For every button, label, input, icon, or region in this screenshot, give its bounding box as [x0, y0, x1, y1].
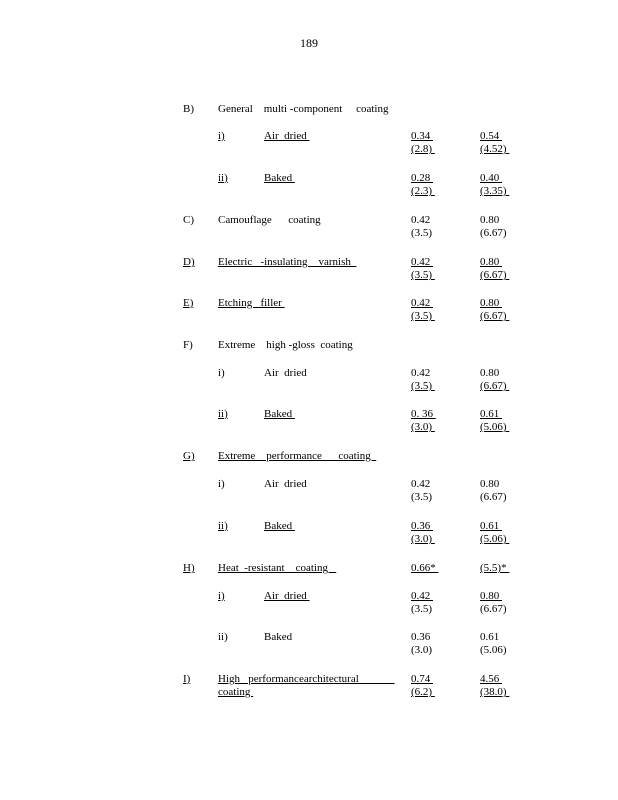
value-col-1-line-2: (3.5)	[411, 380, 435, 392]
table-row	[0, 103, 618, 133]
value-col-1	[411, 520, 435, 546]
item-label-line-1: High performancearchitectural	[218, 673, 395, 685]
value-col-1-line-1: 0.36	[411, 520, 433, 532]
value-col-1	[411, 256, 435, 282]
value-col-1	[411, 297, 435, 323]
value-col-1	[411, 590, 433, 616]
sub-item-number: i)	[218, 590, 225, 602]
table-row	[0, 339, 618, 369]
value-col-2-line-2: (4.52)	[480, 143, 510, 155]
value-col-2-line-2: (38.0)	[480, 686, 510, 698]
item-label-line-2: coating	[218, 686, 254, 698]
value-col-2-line-1: 0.61	[480, 408, 502, 420]
value-col-1-line-2: (3.5)	[411, 227, 433, 239]
value-col-2	[480, 408, 509, 434]
sub-item-label: Air dried	[264, 478, 307, 490]
sub-item-number: ii)	[218, 520, 228, 532]
value-col-1-line-1: 0.42	[411, 590, 433, 602]
value-col-1	[411, 478, 432, 504]
item-label: Extreme performance coating	[218, 450, 377, 462]
item-label: Extreme high -gloss coating	[218, 339, 353, 351]
item-letter: H)	[183, 562, 195, 574]
table-row	[0, 130, 618, 160]
value-col-2-line-2: (6.67)	[480, 491, 507, 503]
table-row	[0, 478, 618, 508]
value-col-2	[480, 256, 509, 282]
item-letter: D)	[183, 256, 195, 268]
table-row	[0, 590, 618, 620]
item-label: General multi -component coating	[218, 103, 389, 115]
table-row	[0, 631, 618, 661]
value-col-1-line-2: (2.3)	[411, 185, 435, 197]
value-col-2-line-2: (5.06)	[480, 421, 510, 433]
sub-item-number: ii)	[218, 172, 228, 184]
value-col-1-line-1: 0.34	[411, 130, 433, 142]
value-col-1-line-2: (6.2)	[411, 686, 435, 698]
item-letter: F)	[183, 339, 193, 351]
value-col-2-line-1: 0.40	[480, 172, 502, 184]
value-col-1	[411, 673, 435, 699]
value-col-1: 0.66*	[411, 562, 439, 574]
value-col-2	[480, 520, 509, 546]
table-row	[0, 450, 618, 480]
item-letter: C)	[183, 214, 194, 226]
item-label: Heat -resistant coating	[218, 562, 337, 574]
value-col-2-line-2: (6.67)	[480, 380, 510, 392]
value-col-2: (5.5)*	[480, 562, 510, 574]
table-row	[0, 256, 618, 286]
sub-item-label: Air dried	[264, 130, 310, 142]
value-col-1-line-1: 0.28	[411, 172, 433, 184]
value-col-1-line-1: 0.42	[411, 297, 433, 309]
value-col-1	[411, 172, 435, 198]
item-label	[218, 673, 395, 699]
value-col-2	[480, 297, 509, 323]
sub-item-number: i)	[218, 367, 225, 379]
sub-item-label: Baked	[264, 172, 295, 184]
item-label: Camouflage coating	[218, 214, 321, 226]
value-col-2-line-2: (6.67)	[480, 227, 507, 239]
value-col-1-line-2: (2.8)	[411, 143, 435, 155]
value-col-2	[480, 478, 507, 504]
value-col-1-line-2: (3.5)	[411, 269, 435, 281]
item-label: Electric -insulating varnish	[218, 256, 357, 268]
sub-item-label: Air dried	[264, 590, 310, 602]
value-col-1-line-1: 0.36	[411, 631, 431, 643]
value-col-2	[480, 673, 509, 699]
value-col-1-line-1: 0.42	[411, 367, 431, 379]
value-col-1-line-1: 0.74	[411, 673, 433, 685]
sub-item-label: Baked	[264, 408, 295, 420]
value-col-2	[480, 367, 509, 393]
value-col-1-line-2: (3.5)	[411, 491, 433, 503]
value-col-2-line-2: (6.67)	[480, 310, 510, 322]
value-col-1-line-1: 0.42	[411, 214, 431, 226]
value-col-1-line-2: (3.0)	[411, 421, 435, 433]
value-col-2	[480, 214, 507, 240]
value-col-2-line-2: (5.06)	[480, 644, 507, 656]
value-col-2-line-1: 0.80	[480, 297, 502, 309]
value-col-2-line-1: 0.80	[480, 590, 502, 602]
sub-item-number: ii)	[218, 408, 228, 420]
table-row	[0, 562, 618, 592]
value-col-1	[411, 130, 435, 156]
value-col-2-line-2: (6.67)	[480, 603, 507, 615]
value-col-2	[480, 631, 507, 657]
value-col-1	[411, 214, 432, 240]
sub-item-number: i)	[218, 130, 225, 142]
value-col-1-line-2: (3.0)	[411, 644, 433, 656]
value-col-2	[480, 172, 509, 198]
value-col-2-line-1: 0.61	[480, 631, 500, 643]
value-col-1-line-1: 0.42	[411, 256, 433, 268]
item-letter: G)	[183, 450, 195, 462]
sub-item-label: Air dried	[264, 367, 307, 379]
value-col-1	[411, 367, 435, 393]
value-col-1	[411, 631, 432, 657]
value-col-1-line-2: (3.5)	[411, 310, 435, 322]
value-col-2-line-2: (5.06)	[480, 533, 510, 545]
sub-item-number: i)	[218, 478, 225, 490]
page-number: 189	[300, 36, 318, 50]
sub-item-label: Baked	[264, 631, 293, 643]
table-row	[0, 673, 618, 703]
value-col-2-line-1: 0.80	[480, 214, 500, 226]
item-letter: I)	[183, 673, 191, 685]
table-row	[0, 214, 618, 244]
value-col-2-line-1: 0.80	[480, 478, 500, 490]
table-row	[0, 172, 618, 202]
sub-item-number: ii)	[218, 631, 228, 643]
table-row	[0, 408, 618, 438]
value-col-1	[411, 408, 436, 434]
item-letter: B)	[183, 103, 194, 115]
value-col-2-line-1: 0.80	[480, 256, 502, 268]
value-col-2-line-1: 4.56	[480, 673, 502, 685]
value-col-2	[480, 590, 507, 616]
value-col-1-line-1: 0.42	[411, 478, 431, 490]
table-row	[0, 297, 618, 327]
value-col-2-line-2: (3.35)	[480, 185, 510, 197]
value-col-1-line-2: (3.5)	[411, 603, 433, 615]
item-letter: E)	[183, 297, 194, 309]
table-row	[0, 520, 618, 550]
value-col-1-line-2: (3.0)	[411, 533, 435, 545]
value-col-2	[480, 130, 509, 156]
table-row	[0, 367, 618, 397]
item-label: Etching filler	[218, 297, 285, 309]
value-col-2-line-2: (6.67)	[480, 269, 510, 281]
value-col-2-line-1: 0.54	[480, 130, 502, 142]
sub-item-label: Baked	[264, 520, 295, 532]
value-col-1-line-1: 0. 36	[411, 408, 436, 420]
value-col-2-line-1: 0.80	[480, 367, 500, 379]
value-col-2-line-1: 0.61	[480, 520, 502, 532]
